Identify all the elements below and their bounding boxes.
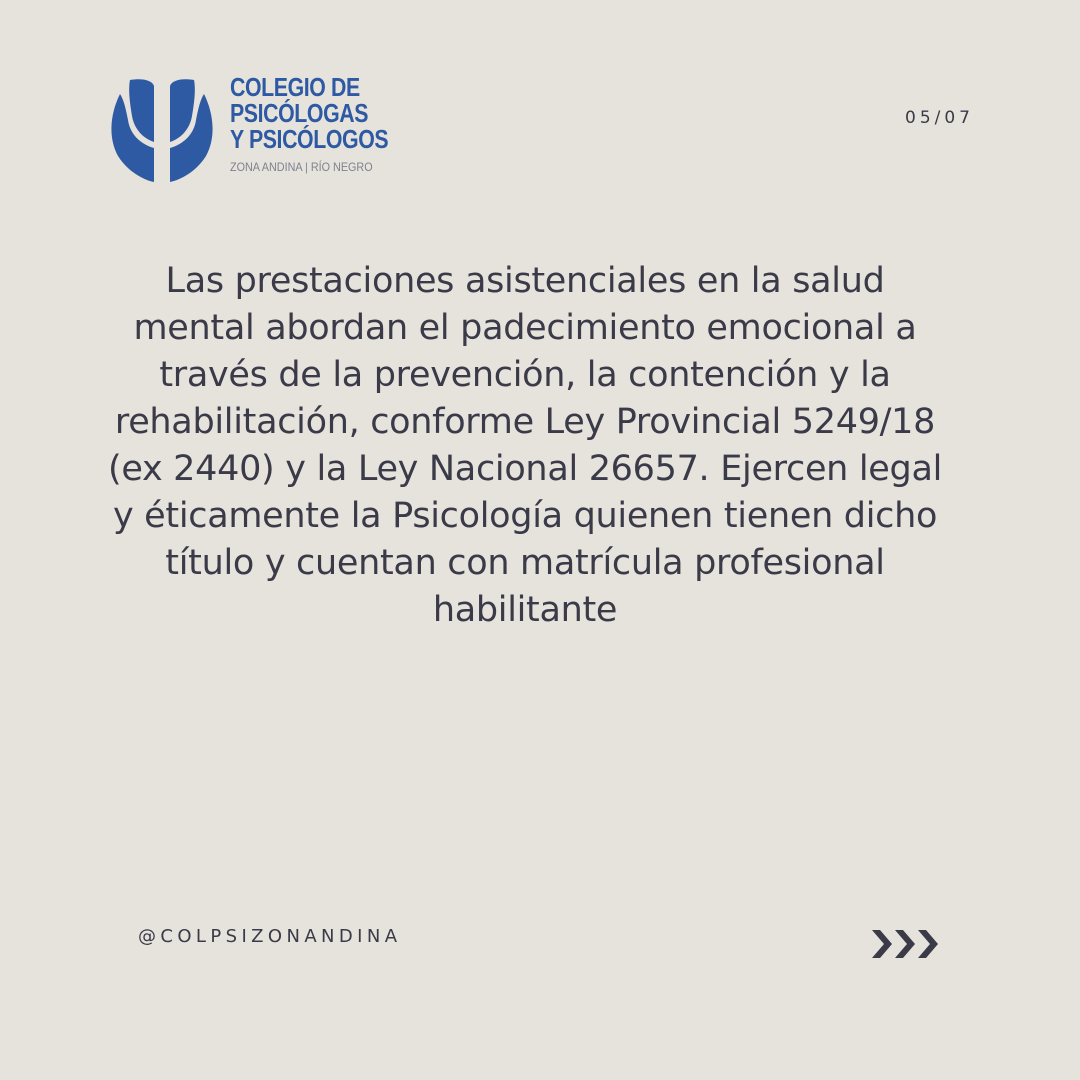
- social-handle: @COLPSIZONANDINA: [138, 926, 402, 947]
- logo-line-3: Y PSICÓLOGOS: [230, 124, 389, 154]
- triple-chevron-right-icon[interactable]: [870, 926, 942, 962]
- logo-wordmark: [230, 74, 423, 174]
- page-counter: 05/07: [905, 108, 974, 128]
- logo-subtitle: ZONA ANDINA | RÍO NEGRO: [230, 160, 373, 174]
- psi-logo-icon: [106, 76, 218, 184]
- logo: [106, 74, 396, 184]
- logo-line-2: PSICÓLOGAS: [230, 98, 369, 128]
- logo-line-1: COLEGIO DE: [230, 72, 360, 102]
- body-text: Las prestaciones asistenciales en la salud mental abordan el padecimiento emocional a través de la prevención, la contención y la rehabilitación, conforme Ley Provincial 5249/18 (ex 2440) y la Ley Nacional 26657. Ejercen legal y éticamente la Psicología quienen tienen dicho título y cuentan con matrícula profesional habilitante: [107, 261, 943, 630]
